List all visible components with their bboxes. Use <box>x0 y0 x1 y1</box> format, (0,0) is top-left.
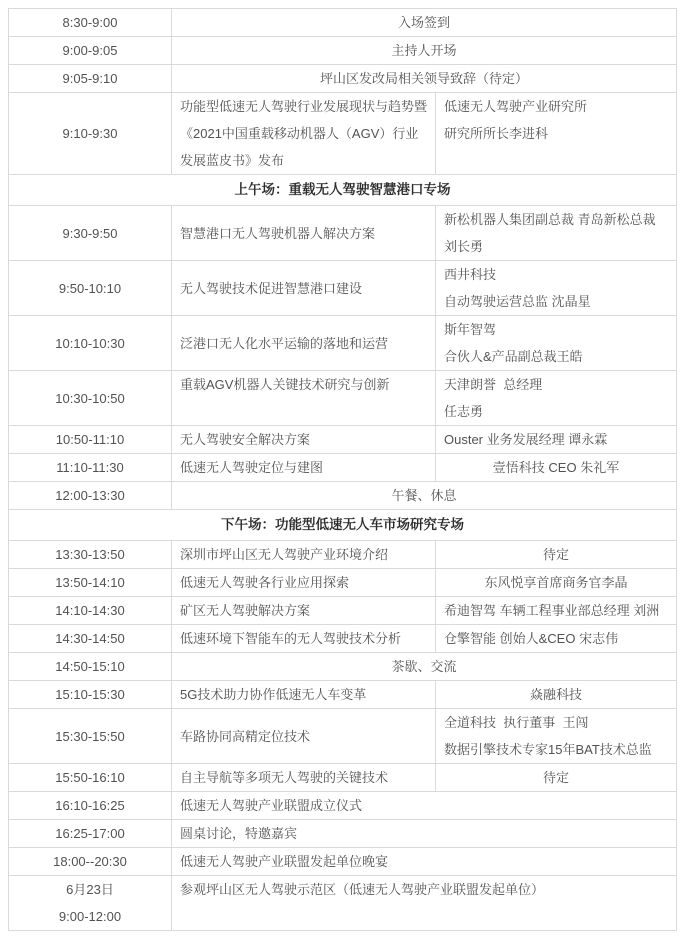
schedule-row <box>9 316 677 371</box>
time-cell <box>9 820 172 848</box>
topic-text: 低速环境下智能车的无人驾驶技术分析 <box>180 631 402 646</box>
speaker-text: 仓擎智能 创始人&CEO 宋志伟 <box>444 631 619 646</box>
content-text: 主持人开场 <box>391 43 457 58</box>
topic-cell <box>172 709 436 764</box>
merged-content-cell <box>172 653 677 681</box>
time-text: 18:00--20:30 <box>53 854 127 869</box>
time-cell <box>9 569 172 597</box>
speaker-text: 全道科技 执行董事 王闯 <box>444 715 589 730</box>
topic-cell <box>172 625 436 653</box>
schedule-row <box>9 625 677 653</box>
time-text: 12:00-13:30 <box>55 488 125 503</box>
schedule-row <box>9 65 677 93</box>
time-cell <box>9 482 172 510</box>
time-cell <box>9 681 172 709</box>
speaker-cell <box>436 709 677 764</box>
speaker-cell <box>436 454 677 482</box>
time-cell <box>9 93 172 175</box>
schedule-body <box>9 9 677 931</box>
merged-content-cell <box>172 792 677 820</box>
time-cell <box>9 709 172 764</box>
topic-cell <box>172 426 436 454</box>
speaker-cell <box>436 316 677 371</box>
schedule-row <box>9 764 677 792</box>
topic-cell <box>172 206 436 261</box>
content-text: 低速无人驾驶产业联盟发起单位晚宴 <box>180 854 389 869</box>
time-text: 14:30-14:50 <box>55 631 125 646</box>
section-header: 下午场：功能型低速无人车市场研究专场 <box>9 510 677 541</box>
time-cell <box>9 876 172 931</box>
topic-cell <box>172 597 436 625</box>
speaker-cell <box>436 541 677 569</box>
topic-text: 5G技术助力协作低速无人车变革 <box>180 687 367 702</box>
merged-content-cell <box>172 820 677 848</box>
time-text: 15:30-15:50 <box>55 728 125 744</box>
speaker-cell <box>436 93 677 175</box>
schedule-row <box>9 261 677 316</box>
speaker-cell <box>436 206 677 261</box>
speaker-text: 待定 <box>543 547 570 562</box>
content-text: 午餐、休息 <box>391 488 457 503</box>
speaker-text: 研究所所长李进科 <box>444 126 549 141</box>
speaker-cell <box>436 597 677 625</box>
time-text: 16:25-17:00 <box>55 826 125 841</box>
time-text: 8:30-9:00 <box>62 15 118 30</box>
time-text: 15:10-15:30 <box>55 687 125 702</box>
topic-cell <box>172 541 436 569</box>
schedule-row <box>9 792 677 820</box>
speaker-text: 焱融科技 <box>530 687 583 702</box>
time-cell <box>9 764 172 792</box>
topic-cell <box>172 371 436 426</box>
event-schedule-table <box>8 8 677 931</box>
content-text: 入场签到 <box>398 15 451 30</box>
merged-content-cell <box>172 37 677 65</box>
speaker-text: 低速无人驾驶产业研究所 <box>444 99 588 114</box>
topic-text: 无人驾驶安全解决方案 <box>180 432 311 447</box>
topic-text: 低速无人驾驶定位与建图 <box>180 460 324 475</box>
topic-cell <box>172 569 436 597</box>
time-text: 11:10-11:30 <box>56 460 124 475</box>
time-text: 9:05-9:10 <box>62 71 118 86</box>
topic-cell <box>172 93 436 175</box>
time-cell <box>9 653 172 681</box>
time-text: 14:10-14:30 <box>55 603 125 618</box>
speaker-text: 数据引擎技术专家15年BAT技术总监 <box>444 742 652 757</box>
speaker-cell <box>436 569 677 597</box>
time-cell <box>9 316 172 371</box>
merged-content-cell <box>172 65 677 93</box>
topic-cell <box>172 681 436 709</box>
time-cell <box>9 206 172 261</box>
time-text: 9:50-10:10 <box>58 280 122 296</box>
topic-cell <box>172 764 436 792</box>
time-cell <box>9 426 172 454</box>
schedule-row <box>9 820 677 848</box>
content-text: 茶歇、交流 <box>391 659 457 674</box>
speaker-text: 任志勇 <box>444 404 484 419</box>
topic-text <box>180 398 427 425</box>
time-text: 9:10-9:30 <box>62 126 118 141</box>
speaker-text: 新松机器人集团副总裁 青岛新松总裁 刘长勇 <box>444 212 663 254</box>
schedule-row <box>9 569 677 597</box>
speaker-cell <box>436 371 677 426</box>
time-text: 10:10-10:30 <box>55 335 125 351</box>
schedule-row <box>9 848 677 876</box>
topic-cell <box>172 316 436 371</box>
schedule-row <box>9 876 677 931</box>
merged-content-cell <box>172 876 677 931</box>
time-cell <box>9 541 172 569</box>
schedule-row <box>9 454 677 482</box>
schedule-row <box>9 206 677 261</box>
schedule-row <box>9 541 677 569</box>
speaker-text: Ouster 业务发展经理 谭永霖 <box>444 432 608 447</box>
topic-cell <box>172 261 436 316</box>
speaker-text: 天津朗誉 总经理 <box>444 377 543 392</box>
time-cell <box>9 65 172 93</box>
time-text: 10:30-10:50 <box>55 390 125 406</box>
speaker-cell <box>436 426 677 454</box>
merged-content-cell <box>172 482 677 510</box>
time-text: 10:50-11:10 <box>55 432 125 447</box>
time-cell <box>9 37 172 65</box>
schedule-row <box>9 653 677 681</box>
topic-text: 无人驾驶技术促进智慧港口建设 <box>180 280 363 296</box>
topic-text: 自主导航等多项无人驾驶的关键技术 <box>180 770 389 785</box>
time-cell <box>9 454 172 482</box>
time-cell <box>9 625 172 653</box>
schedule-row <box>9 709 677 764</box>
topic-text: 低速无人驾驶各行业应用探索 <box>180 575 350 590</box>
time-cell <box>9 9 172 37</box>
time-text: 13:50-14:10 <box>55 575 125 590</box>
time-text: 16:10-16:25 <box>55 798 125 813</box>
time-text: 15:50-16:10 <box>55 770 125 785</box>
section-header-row <box>9 510 677 541</box>
schedule-row <box>9 426 677 454</box>
schedule-row <box>9 681 677 709</box>
merged-content-cell <box>172 848 677 876</box>
speaker-cell <box>436 261 677 316</box>
section-header-row <box>9 175 677 206</box>
time-cell <box>9 848 172 876</box>
topic-text: 功能型低速无人驾驶行业发展现状与趋势暨《2021中国重载移动机器人（AGV）行业发展蓝皮书》发布 <box>180 99 428 168</box>
topic-text: 矿区无人驾驶解决方案 <box>180 603 311 618</box>
content-text: 低速无人驾驶产业联盟成立仪式 <box>180 798 363 813</box>
speaker-cell <box>436 764 677 792</box>
topic-text: 深圳市坪山区无人驾驶产业环境介绍 <box>180 547 389 562</box>
time-cell <box>9 371 172 426</box>
schedule-row <box>9 9 677 37</box>
schedule-row <box>9 597 677 625</box>
time-text: 13:30-13:50 <box>55 547 125 562</box>
schedule-row <box>9 37 677 65</box>
speaker-text: 希迪智驾 车辆工程事业部总经理 刘洲 <box>444 603 660 618</box>
schedule-row <box>9 371 677 426</box>
topic-text: 泛港口无人化水平运输的落地和运营 <box>180 335 389 351</box>
time-text: 6月23日 <box>66 882 114 897</box>
time-text: 14:50-15:10 <box>55 659 125 674</box>
time-text: 9:00-9:05 <box>62 43 118 58</box>
speaker-text: 待定 <box>543 770 570 785</box>
speaker-text: 壹悟科技 CEO 朱礼军 <box>492 460 620 475</box>
topic-text: 车路协同高精定位技术 <box>180 728 311 744</box>
time-text: 9:00-12:00 <box>58 909 122 924</box>
schedule-row <box>9 482 677 510</box>
time-cell <box>9 597 172 625</box>
speaker-text: 西井科技 <box>444 267 497 282</box>
time-cell <box>9 792 172 820</box>
speaker-cell <box>436 681 677 709</box>
section-header: 上午场：重载无人驾驶智慧港口专场 <box>9 175 677 206</box>
speaker-cell <box>436 625 677 653</box>
speaker-text: 合伙人&产品副总裁王皓 <box>444 349 583 364</box>
speaker-text: 东风悦享首席商务官李晶 <box>484 575 628 590</box>
time-cell <box>9 261 172 316</box>
schedule-row <box>9 93 677 175</box>
speaker-text <box>444 147 668 174</box>
content-text <box>180 903 668 930</box>
topic-cell <box>172 454 436 482</box>
content-text: 坪山区发改局相关领导致辞（待定） <box>320 71 529 86</box>
topic-text: 智慧港口无人驾驶机器人解决方案 <box>180 225 376 241</box>
topic-text: 重载AGV机器人关键技术研究与创新 <box>180 377 390 392</box>
merged-content-cell <box>172 9 677 37</box>
speaker-text: 斯年智驾 <box>444 322 497 337</box>
time-text: 9:30-9:50 <box>62 225 118 241</box>
content-text: 参观坪山区无人驾驶示范区（低速无人驾驶产业联盟发起单位） <box>180 882 545 897</box>
speaker-text: 自动驾驶运营总监 沈晶星 <box>444 294 591 309</box>
content-text: 圆桌讨论，特邀嘉宾 <box>180 826 298 841</box>
